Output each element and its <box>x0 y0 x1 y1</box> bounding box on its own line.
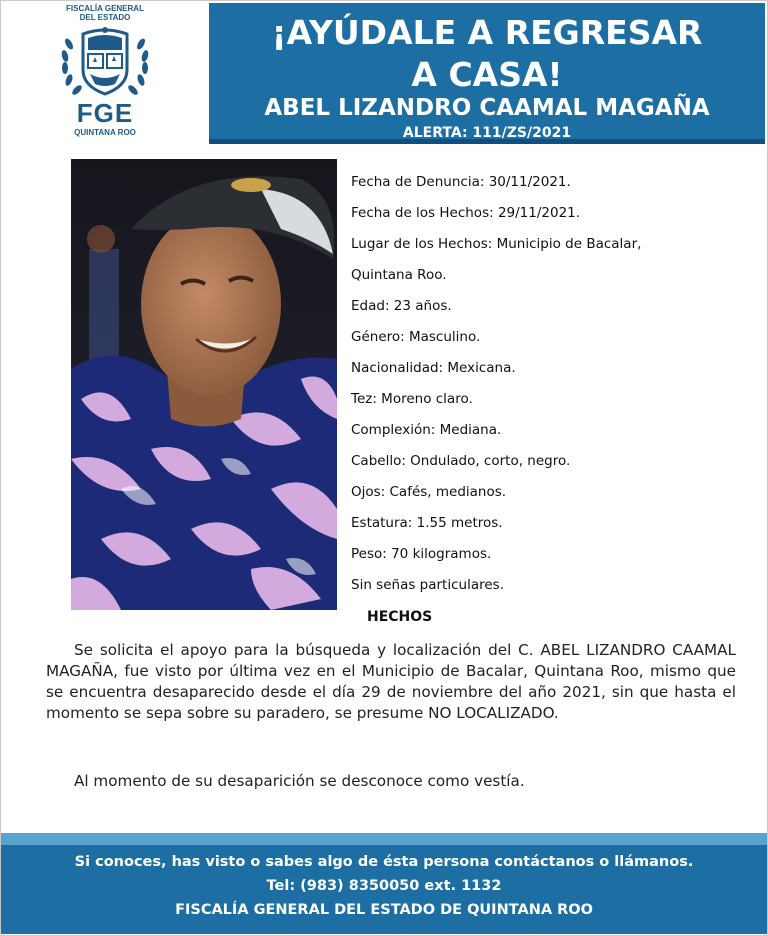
detail-edad: Edad: 23 años. <box>351 298 452 314</box>
alert-number: ALERTA: 111/ZS/2021 <box>402 125 572 141</box>
detail-lugar-hechos: Lugar de los Hechos: Municipio de Bacalar, <box>351 236 642 252</box>
footer-call-to-action: Si conoces, has visto o sabes algo de ésta persona contáctanos o llámanos. <box>74 854 694 870</box>
header-title-line2: A CASA! <box>411 55 563 94</box>
fge-logo <box>40 4 170 154</box>
detail-lugar-hechos-cont: Quintana Roo. <box>351 267 447 283</box>
detail-fecha-hechos: Fecha de los Hechos: 29/11/2021. <box>351 205 581 221</box>
detail-tez: Tez: Moreno claro. <box>351 391 473 407</box>
footer-accent-strip <box>1 833 767 845</box>
detail-peso: Peso: 70 kilogramos. <box>351 546 492 562</box>
detail-genero: Género: Masculino. <box>351 329 481 345</box>
portrait-image <box>71 159 337 610</box>
detail-cabello: Cabello: Ondulado, corto, negro. <box>351 453 571 469</box>
person-details <box>351 172 761 606</box>
logo-bottom-text: QUINTANA ROO <box>74 128 136 137</box>
footer-phone: Tel: (983) 8350050 ext. 1132 <box>266 878 502 894</box>
logo-top-text-1: FISCALÍA GENERAL <box>66 4 144 13</box>
detail-complexion: Complexión: Mediana. <box>351 422 502 438</box>
hechos-paragraph-2: Al momento de su desaparición se desconoce como vestía. <box>74 772 525 790</box>
logo-top-text-2: DEL ESTADO <box>79 13 131 22</box>
header-banner <box>209 3 765 144</box>
detail-senas: Sin señas particulares. <box>351 577 504 593</box>
hechos-heading: HECHOS <box>367 609 433 625</box>
footer-banner <box>1 845 767 934</box>
hechos-paragraph-1: Se solicita el apoyo para la búsqueda y localización del C. ABEL LIZANDRO CAAMAL MAGAÑA, fue visto por última vez en el Municipio de Bacalar, Quintana Roo, mismo que se encuentra desaparecido desde el día 29 de noviembre del año 2021, sin que hasta el momento se sepa sobre su paradero, se presume NO LOCALIZADO. <box>46 641 736 722</box>
detail-nacionalidad: Nacionalidad: Mexicana. <box>351 360 516 376</box>
detail-fecha-denuncia: Fecha de Denuncia: 30/11/2021. <box>351 174 571 190</box>
missing-person-photo <box>71 159 337 610</box>
logo-acronym: FGE <box>76 98 134 128</box>
header-title-line1: ¡AYÚDALE A REGRESAR <box>271 13 703 52</box>
detail-ojos: Ojos: Cafés, medianos. <box>351 484 507 500</box>
footer-institution: FISCALÍA GENERAL DEL ESTADO DE QUINTANA ROO <box>175 902 593 918</box>
detail-estatura: Estatura: 1.55 metros. <box>351 515 503 531</box>
missing-person-name: ABEL LIZANDRO CAAMAL MAGAÑA <box>264 95 710 121</box>
fge-seal-icon <box>55 24 155 102</box>
